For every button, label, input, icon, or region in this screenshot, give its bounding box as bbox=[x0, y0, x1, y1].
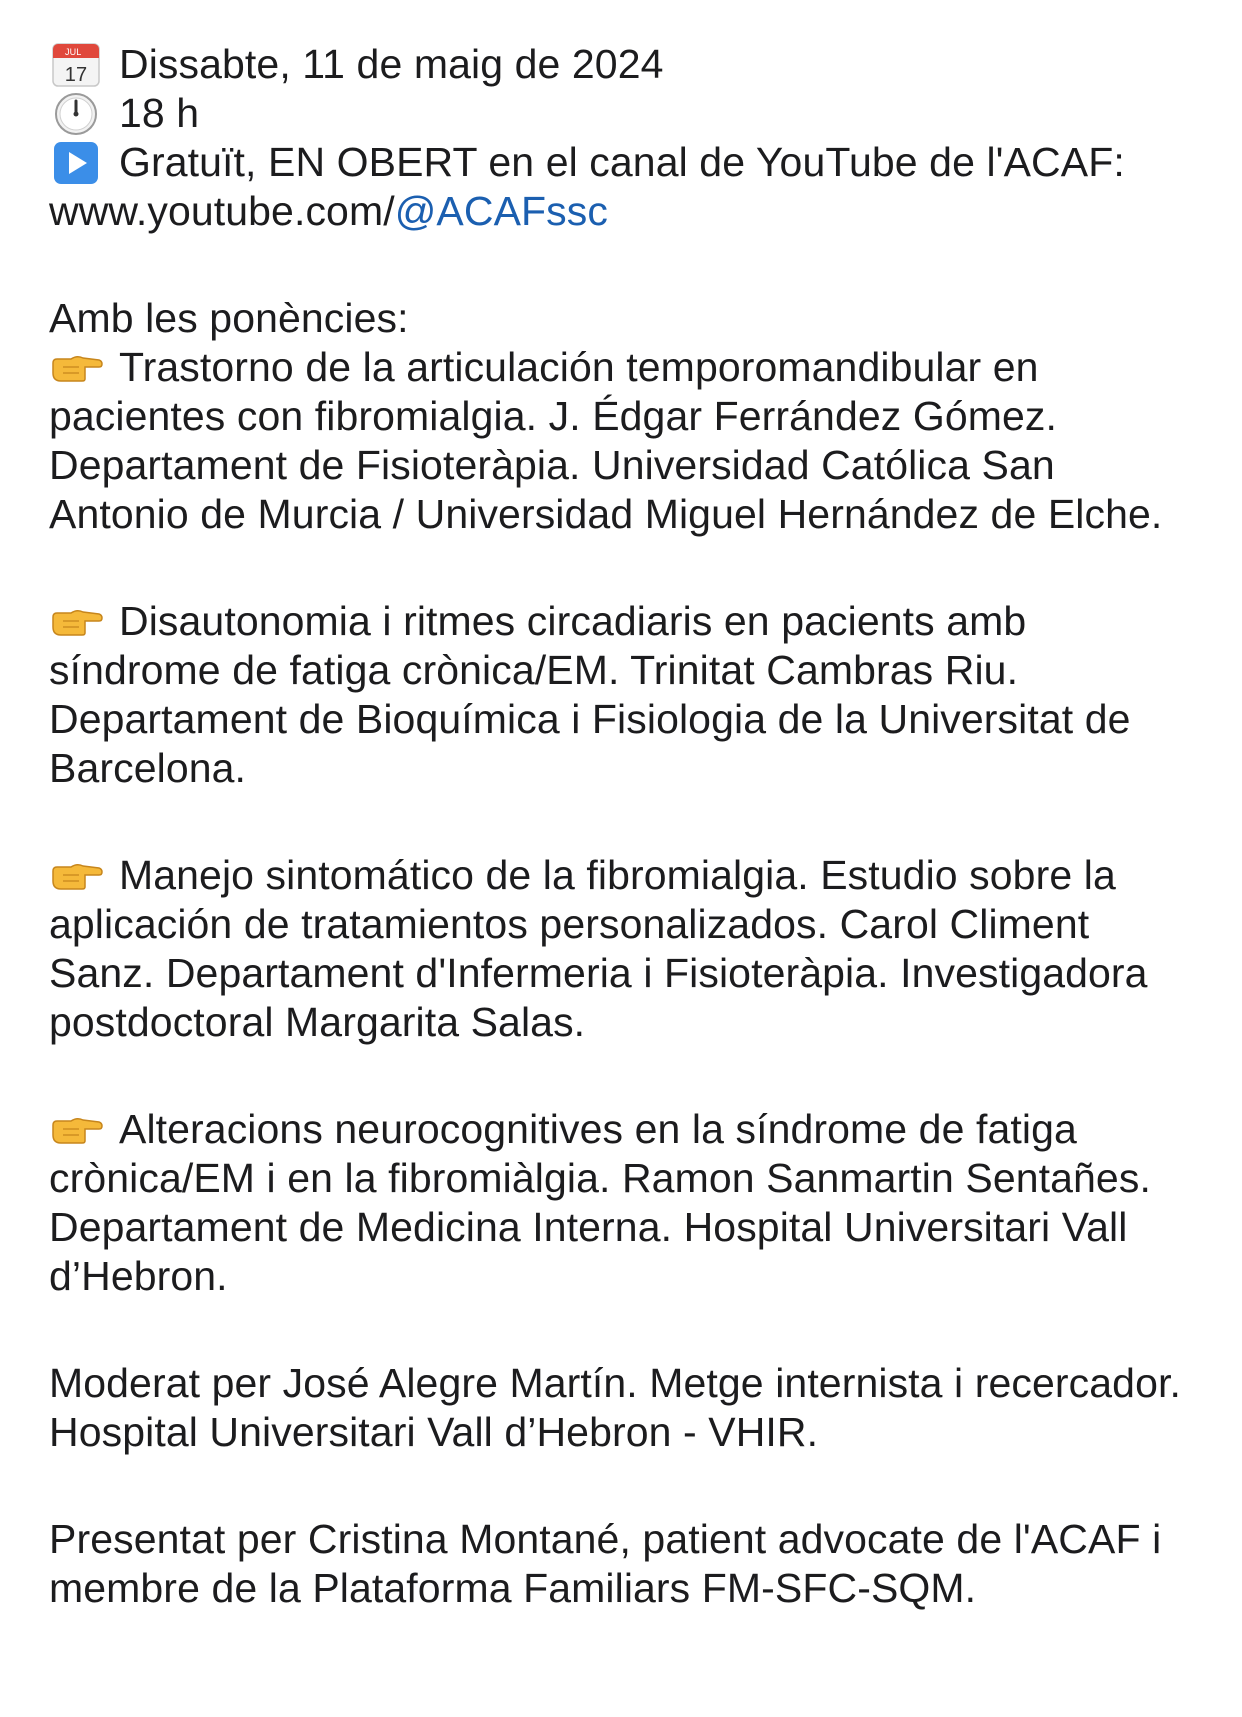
youtube-handle-link[interactable]: @ACAFssc bbox=[394, 188, 608, 234]
talk-item bbox=[49, 343, 1202, 539]
spacer bbox=[49, 236, 1202, 294]
pointing-hand-icon bbox=[49, 601, 103, 643]
calendar-day: 17 bbox=[64, 63, 88, 86]
pointing-hand-icon bbox=[49, 1109, 103, 1151]
talk-title-line: Trastorno de la articulación temporomandibular en bbox=[119, 344, 1039, 390]
youtube-url bbox=[49, 187, 1202, 236]
pointing-hand-icon bbox=[49, 855, 103, 897]
intro-text: Amb les ponències: bbox=[49, 295, 409, 341]
moderator-text: Moderat per José Alegre Martín. Metge internista i recercador. Hospital Universitari Vall d’Hebron - VHIR. bbox=[49, 1360, 1181, 1455]
play-button-icon bbox=[49, 142, 103, 184]
talk-details: pacientes con fibromialgia. J. Édgar Ferrández Gómez. Departament de Fisioteràpia. Universidad Católica San Antonio de Murcia / Universidad Miguel Hernández de Elche. bbox=[49, 393, 1163, 537]
talk-item bbox=[49, 851, 1202, 1047]
clock-icon bbox=[49, 93, 103, 135]
talk-details: aplicación de tratamientos personalizados. Carol Climent Sanz. Departament d'Infermeria i Fisioteràpia. Investigadora postdoctoral Margarita Salas. bbox=[49, 901, 1148, 1045]
event-time: 18 h bbox=[119, 90, 200, 136]
calendar-icon bbox=[49, 44, 103, 86]
talk-details: crònica/EM i en la fibromiàlgia. Ramon Sanmartin Sentañes. Departament de Medicina Interna. Hospital Universitari Vall d’Hebron. bbox=[49, 1155, 1151, 1299]
talk-title-line: Alteracions neurocognitives en la síndrome de fatiga bbox=[119, 1106, 1077, 1152]
time-line bbox=[49, 89, 1202, 138]
talk-title-line: Manejo sintomático de la fibromialgia. Estudio sobre la bbox=[119, 852, 1116, 898]
access-line bbox=[49, 138, 1202, 187]
url-prefix: www.youtube.com/ bbox=[49, 188, 395, 234]
pointing-hand-icon bbox=[49, 347, 103, 389]
talk-details: síndrome de fatiga crònica/EM. Trinitat Cambras Riu. Departament de Bioquímica i Fisiologia de la Universitat de Barcelona. bbox=[49, 647, 1131, 791]
date-line bbox=[49, 40, 1202, 89]
access-text: Gratuït, EN OBERT en el canal de YouTube de l'ACAF: bbox=[119, 139, 1125, 185]
talk-title-line: Disautonomia i ritmes circadiaris en pacients amb bbox=[119, 598, 1027, 644]
spacer bbox=[49, 1301, 1202, 1359]
spacer bbox=[49, 539, 1202, 597]
calendar-month: JUL bbox=[65, 46, 82, 57]
spacer bbox=[49, 1457, 1202, 1515]
talk-item bbox=[49, 1105, 1202, 1301]
spacer bbox=[49, 793, 1202, 851]
talk-item bbox=[49, 597, 1202, 793]
presenter-text: Presentat per Cristina Montané, patient advocate de l'ACAF i membre de la Plataforma Familiars FM-SFC-SQM. bbox=[49, 1516, 1162, 1611]
spacer bbox=[49, 1047, 1202, 1105]
event-date: Dissabte, 11 de maig de 2024 bbox=[119, 41, 664, 87]
